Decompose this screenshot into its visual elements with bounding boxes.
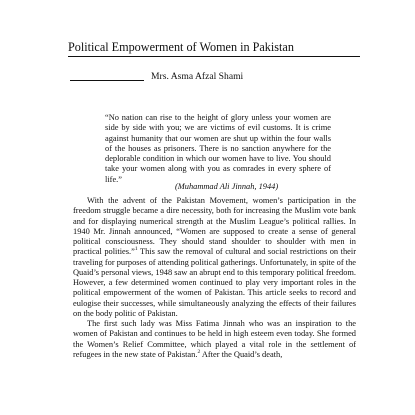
- paragraph-1-text-b: This saw the removal of cultural and social restrictions on their traveling for purposes of attending political gatherings. Unfortunately, in spite of the Quaid’s personal views, 1948 saw an abrupt end to this temporary political freedom. However, a few determined women continued to play very important roles in the political empowerment of the women of Pakistan. This article seeks to record and eulogise their successes, while simultaneously analyzing the effects of their failures on the body politic of Pakistan.: [73, 247, 357, 318]
- paragraph-2-text-a: The first such lady was Miss Fatima Jinnah who was an inspiration to the women of Pakistan and continues to be held in high esteem even today. She formed the Women’s Relief Committee, which played a vital role in the settlement of refugees in the new state of Pakistan.: [73, 319, 356, 359]
- epigraph-quote: [105, 113, 331, 185]
- paragraph-2-text-b: After the Quaid’s death,: [200, 349, 283, 359]
- author-name: Mrs. Asma Afzal Shami: [151, 71, 244, 82]
- quote-text: “No nation can rise to the height of glory unless your women are side by side with you; we are victims of evil customs. It is crime against humanity that our women are shut up within the four walls of the houses as prisoners. There is no sanction anywhere for the deplorable condition in which our women have to live. You should take your women along with you as comrades in every sphere of life.”: [105, 113, 331, 184]
- title-rule: [68, 56, 360, 57]
- footnote-marker-1: 1: [134, 246, 138, 253]
- quote-attribution: (Muhammad Ali Jinnah, 1944): [175, 182, 279, 191]
- article-title: Political Empowerment of Women in Pakistan: [68, 40, 294, 54]
- author-rule: [70, 80, 144, 81]
- footnote-marker-2: 2: [197, 348, 201, 355]
- paragraph-1: [73, 196, 356, 319]
- body-text: [73, 196, 356, 360]
- paragraph-1-text-a: With the advent of the Pakistan Movement, women’s participation in the freedom struggle became a dire necessity, both for increasing the Muslim vote bank and for displaying numerical strength at the Muslim League’s political rallies. In 1940 Mr. Jinnah announced, “Women are supposed to create a sense of general political consciousness. They should stand shoulder to shoulder with men in practical polities.”: [73, 196, 356, 257]
- paragraph-2: [73, 319, 356, 360]
